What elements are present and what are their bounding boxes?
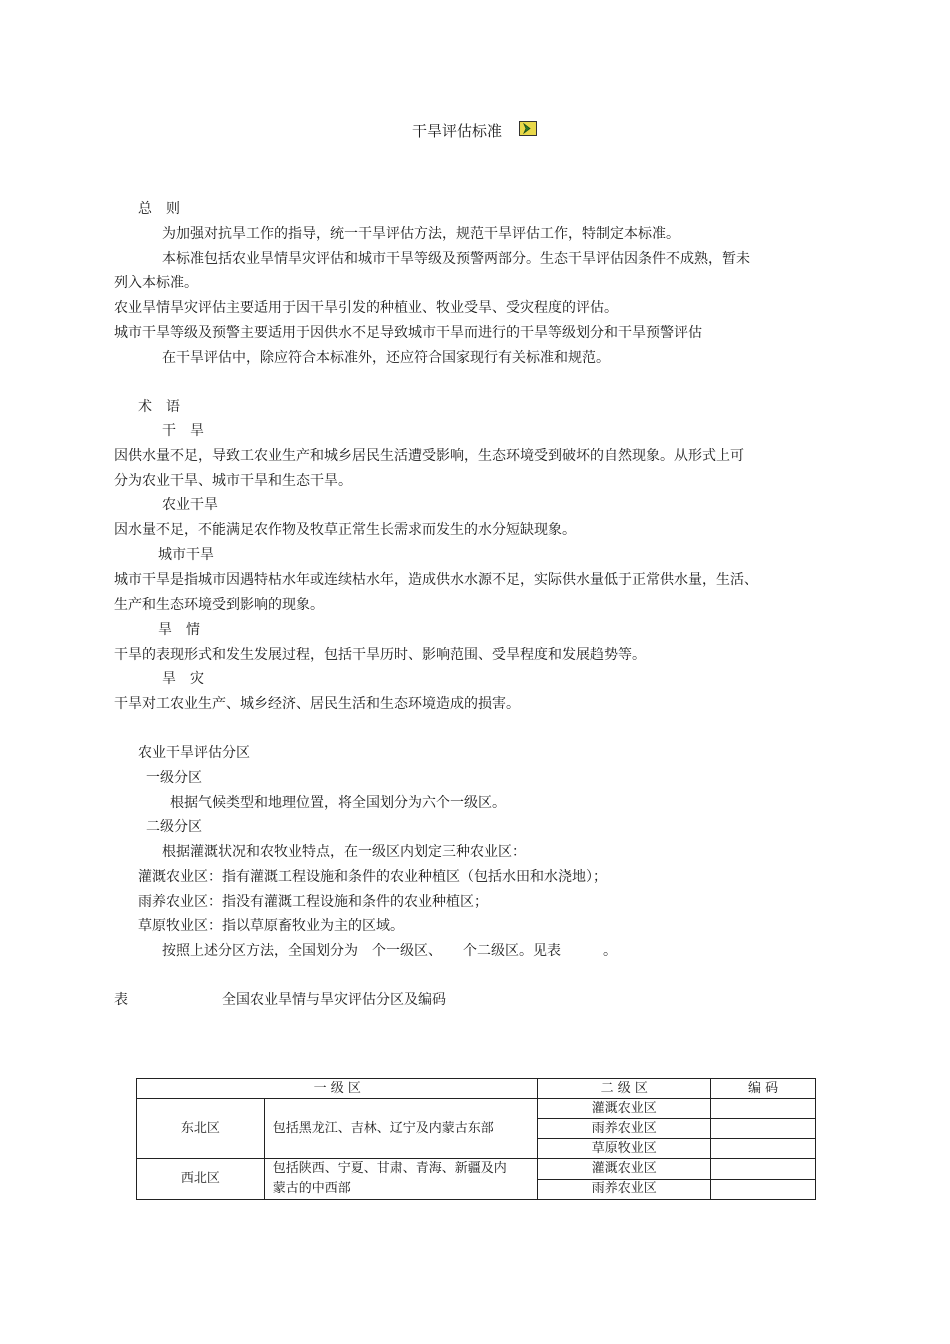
subsection-heading: 一级分区	[146, 770, 202, 786]
zone-name: 东北区	[137, 1099, 265, 1159]
term-definition: 城市干旱是指城市因遇特枯水年或连续枯水年，造成供水水源不足，实际供水量低于正常供水量，生活、	[114, 572, 758, 588]
zone-description-line: 包括陕西、宁夏、甘肃、青海、新疆及内	[272, 1161, 507, 1176]
paragraph: 本标准包括农业旱情旱灾评估和城市干旱等级及预警两部分。生态干旱评估因条件不成熟，暂未	[162, 251, 750, 267]
zone-name: 西北区	[137, 1159, 265, 1200]
term-definition: 因供水量不足，导致工农业生产和城乡居民生活遭受影响，生态环境受到破坏的自然现象。从形式上可	[114, 448, 744, 464]
table-header-row	[137, 1079, 816, 1099]
code-cell	[711, 1099, 816, 1119]
section-heading-zoning: 农业干旱评估分区	[138, 745, 250, 761]
header-level1: 一 级 区	[137, 1079, 538, 1099]
zone-description	[264, 1159, 538, 1200]
sub-zone: 灌溉农业区	[538, 1159, 711, 1180]
paragraph: 草原牧业区：指以草原畜牧业为主的区域。	[138, 918, 404, 934]
paragraph: 雨养农业区：指没有灌溉工程设施和条件的农业种植区；	[138, 894, 488, 910]
page-title: 干旱评估标准	[412, 122, 503, 140]
section-heading-terms: 术 语	[138, 399, 180, 415]
term-definition: 干旱的表现形式和发生发展过程，包括干旱历时、影响范围、受旱程度和发展趋势等。	[114, 647, 646, 663]
sub-zone: 雨养农业区	[538, 1119, 711, 1139]
paragraph: 根据灌溉状况和农牧业特点，在一级区内划定三种农业区：	[162, 844, 526, 860]
table-caption: 全国农业旱情与旱灾评估分区及编码	[222, 992, 446, 1008]
paragraph: 为加强对抗旱工作的指导，统一干旱评估方法，规范干旱评估工作，特制定本标准。	[162, 226, 680, 242]
term-heading: 农业干旱	[162, 497, 218, 513]
paragraph: 农业旱情旱灾评估主要适用于因干旱引发的种植业、牧业受旱、受灾程度的评估。	[114, 300, 618, 316]
term-definition: 生产和生态环境受到影响的现象。	[114, 597, 324, 613]
paragraph: 灌溉农业区：指有灌溉工程设施和条件的农业种植区（包括水田和水浇地）；	[138, 869, 607, 885]
table-row	[137, 1159, 816, 1180]
term-definition: 分为农业干旱、城市干旱和生态干旱。	[114, 473, 352, 489]
paragraph: 城市干旱等级及预警主要适用于因供水不足导致城市干旱而进行的干旱等级划分和干旱预警评估	[114, 325, 702, 341]
paragraph: 列入本标准。	[114, 275, 198, 291]
term-heading: 干 旱	[162, 423, 204, 439]
header-code: 编 码	[711, 1079, 816, 1099]
code-cell	[711, 1179, 816, 1200]
code-cell	[711, 1139, 816, 1159]
zone-description-line: 蒙古的中西部	[272, 1181, 351, 1196]
section-heading-general: 总 则	[138, 201, 180, 217]
zoning-table	[136, 1078, 816, 1200]
code-cell	[711, 1159, 816, 1180]
header-level2: 二 级 区	[538, 1079, 711, 1099]
sub-zone: 雨养农业区	[538, 1179, 711, 1200]
term-heading: 旱 灾	[162, 671, 204, 687]
code-cell	[711, 1119, 816, 1139]
term-definition: 因水量不足，不能满足农作物及牧草正常生长需求而发生的水分短缺现象。	[114, 522, 576, 538]
table-label: 表	[114, 992, 128, 1008]
term-heading: 城市干旱	[158, 547, 214, 563]
subsection-heading: 二级分区	[146, 819, 202, 835]
paragraph: 在干旱评估中，除应符合本标准外，还应符合国家现行有关标准和规范。	[162, 350, 610, 366]
table-row	[137, 1099, 816, 1119]
term-heading: 旱 情	[158, 622, 200, 638]
term-definition: 干旱对工农业生产、城乡经济、居民生活和生态环境造成的损害。	[114, 696, 520, 712]
paragraph: 根据气候类型和地理位置，将全国划分为六个一级区。	[170, 795, 506, 811]
sub-zone: 灌溉农业区	[538, 1099, 711, 1119]
sub-zone: 草原牧业区	[538, 1139, 711, 1159]
zone-description: 包括黑龙江、吉林、辽宁及内蒙古东部	[264, 1099, 538, 1159]
document-link-icon[interactable]	[519, 121, 537, 136]
paragraph: 按照上述分区方法，全国划分为 个一级区、 个二级区。见表 。	[162, 943, 617, 959]
